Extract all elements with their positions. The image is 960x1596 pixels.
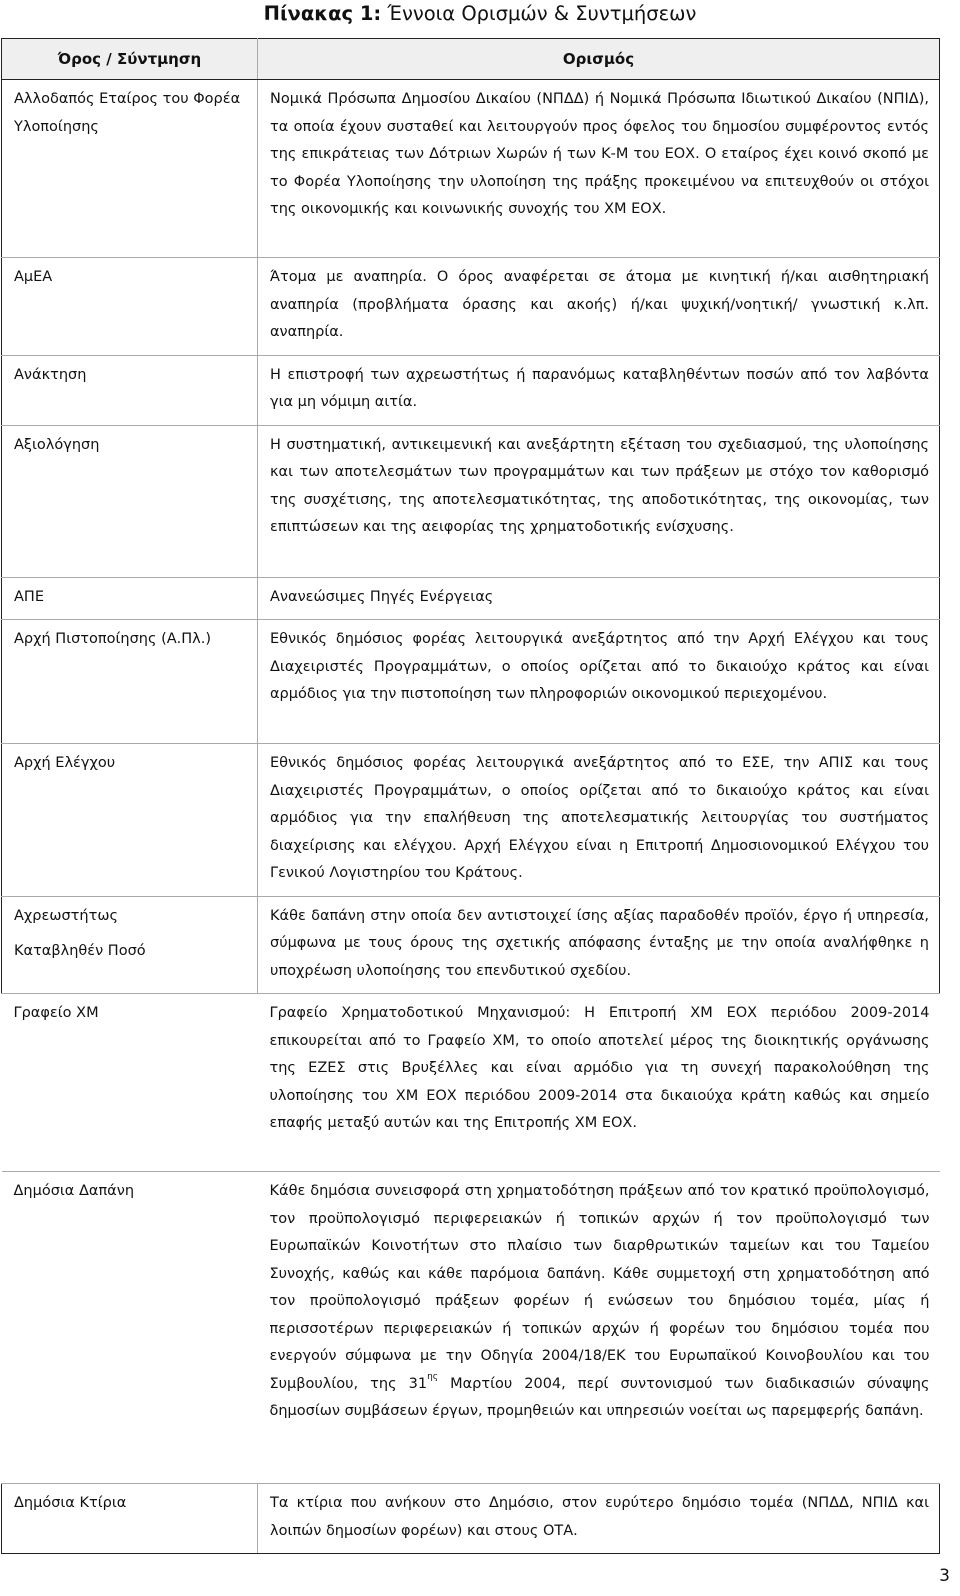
table-row [2,620,940,744]
table-row [2,355,940,425]
definition-cell: Η συστηματική, αντικειμενική και ανεξάρτητη εξέταση του σχεδιασμού, της υλοποίησης και των αποτελεσμάτων των προγραμμάτων και των πράξεων με στόχο τον καθορισμό της συσχέτισης, της αποτελεσματικότητας, της αποδοτικότητας, της οικονομίας, των επιπτώσεων και της αειφορίας της χρηματοδοτικής ενίσχυσης. [258,425,940,577]
term-cell: Αλλοδαπός Εταίρος του Φορέα Υλοποίησης [2,80,258,258]
definition-text: Κάθε δημόσια συνεισφορά στη χρηματοδότηση πράξεων από τον κρατικό προϋπολογισμό, τον προϋπολογισμό περιφερειακών ή τοπικών αρχών ή τον προϋπολογισμό των Ευρωπαϊκών Κοινοτήτων στο πλαίσιο των διαρθρωτικών ταμείων και του Ταμείου Συνοχής, καθώς και κάθε παρόμοια δαπάνη. Κάθε συμμετοχή στη χρηματοδότηση από τον προϋπολογισμό πράξεων φορέων ή ενώσεων του δημόσιου τομέα, μίας ή περισσοτέρων περιφερειακών ή τοπικών αρχών ή φορέων του δημόσιου τομέα που ενεργούν σύμφωνα με την Οδηγία 2004/18/ΕΚ του Ευρωπαϊκού Κοινοβουλίου και του Συμβουλίου, της 31 [269,1183,930,1392]
table-row [2,994,940,1172]
term-cell: Ανάκτηση [2,355,258,425]
table-row [2,425,940,577]
definition-cell [258,1172,940,1484]
table-row [2,1172,940,1484]
table-row [2,896,940,994]
definition-cell: Κάθε δαπάνη στην οποία δεν αντιστοιχεί ίσης αξίας παραδοθέν προϊόν, έργο ή υπηρεσία, σύμφωνα με τους όρους της σχετικής απόφασης ένταξης με την οποία αναλήφθηκε η υποχρέωση υλοποίησης του επενδυτικού σχεδίου. [258,896,940,994]
term-cell: Αρχή Ελέγχου [2,744,258,897]
definition-text: Μαρτίου 2004, περί συντονισμού των διαδικασιών σύναψης δημοσίων συμβάσεων έργων, προμηθειών και υπηρεσιών νοείται ως παρεμφερής δαπάνη. [269,1375,930,1419]
definition-cell: Γραφείο Χρηματοδοτικού Μηχανισμού: Η Επιτροπή ΧΜ ΕΟΧ περιόδου 2009-2014 επικουρείται από το Γραφείο ΧΜ, το οποίο αποτελεί μέρος της διοικητικής οργάνωσης της ΕΖΕΣ στις Βρυξέλλες και είναι αρμόδιο για τη συνεχή παρακολούθηση της υλοποίησης του ΧΜ ΕΟΧ περιόδου 2009-2014 στα δικαιούχα κράτη καθώς και σημείο επαφής μεταξύ αυτών και της Επιτροπής ΧΜ ΕΟΧ. [258,994,940,1172]
table-header-row [2,39,940,80]
ordinal-suffix: ης [427,1371,439,1382]
glossary-table [1,38,940,1554]
term-cell: ΑμΕΑ [2,258,258,356]
term-line: Καταβληθέν Ποσό [14,943,146,959]
table-caption-label: Πίνακας 1: [263,2,382,25]
table-row [2,80,940,258]
table-caption [0,0,960,30]
table-row [2,577,940,620]
term-cell: Γραφείο ΧΜ [2,994,258,1172]
header-definition: Ορισμός [258,39,940,80]
definition-cell: Τα κτίρια που ανήκουν στο Δημόσιο, στον ευρύτερο δημόσιο τομέα (ΝΠΔΔ, ΝΠΙΔ και λοιπών δημοσίων φορέων) και στους ΟΤΑ. [258,1484,940,1554]
term-cell [2,896,258,994]
table-row [2,258,940,356]
term-line: Αχρεωστήτως [14,907,118,924]
definition-cell: Εθνικός δημόσιος φορέας λειτουργικά ανεξάρτητος από την Αρχή Ελέγχου και τους Διαχειριστές Προγραμμάτων, ο οποίος ορίζεται από το δικαιούχο κράτος και είναι αρμόδιος για την πιστοποίηση των πληροφοριών οικονομικού περιεχομένου. [258,620,940,744]
definition-cell: Ανανεώσιμες Πηγές Ενέργειας [258,577,940,620]
definition-cell: Εθνικός δημόσιος φορέας λειτουργικά ανεξάρτητος από το ΕΣΕ, την ΑΠΙΣ και τους Διαχειριστές Προγραμμάτων, ο οποίος ορίζεται από το δικαιούχο κράτος και είναι αρμόδιος για την επαλήθευση της αποτελεσματικής λειτουργίας του συστήματος διαχείρισης και ελέγχου. Αρχή Ελέγχου είναι η Επιτροπή Δημοσιονομικού Ελέγχου του Γενικού Λογιστηρίου του Κράτους. [258,744,940,897]
term-cell: Αξιολόγηση [2,425,258,577]
table-caption-text: Έννοια Ορισμών & Συντμήσεων [381,2,697,25]
definition-cell: Νομικά Πρόσωπα Δημοσίου Δικαίου (ΝΠΔΔ) ή Νομικά Πρόσωπα Ιδιωτικού Δικαίου (ΝΠΙΔ), τα οποία έχουν συσταθεί και λειτουργούν προς όφελος του δημοσίου συμφέροντος εντός της επικράτειας των Δότριων Χωρών ή των Κ-Μ του ΕΟΧ. Ο εταίρος έχει κοινό σκοπό με το Φορέα Υλοποίησης την υλοποίηση της πράξης προκειμένου να επιτευχθούν οι στόχοι της οικονομικής και κοινωνικής συνοχής του ΧΜ ΕΟΧ. [258,80,940,258]
term-cell: Αρχή Πιστοποίησης (Α.Πλ.) [2,620,258,744]
definition-cell: Η επιστροφή των αχρεωστήτως ή παρανόμως καταβληθέντων ποσών από τον λαβόντα για μη νόμιμη αιτία. [258,355,940,425]
table-row [2,1484,940,1554]
term-cell: Δημόσια Δαπάνη [2,1172,258,1484]
term-cell: Δημόσια Κτίρια [2,1484,258,1554]
header-term: Όρος / Σύντμηση [2,39,258,80]
term-cell: ΑΠΕ [2,577,258,620]
page-number: 3 [939,1566,950,1586]
definition-cell: Άτομα με αναπηρία. Ο όρος αναφέρεται σε άτομα με κινητική ή/και αισθητηριακή αναπηρία (προβλήματα όρασης και ακοής) ή/και ψυχική/νοητική/ γνωστική κ.λπ. αναπηρία. [258,258,940,356]
table-row [2,744,940,897]
